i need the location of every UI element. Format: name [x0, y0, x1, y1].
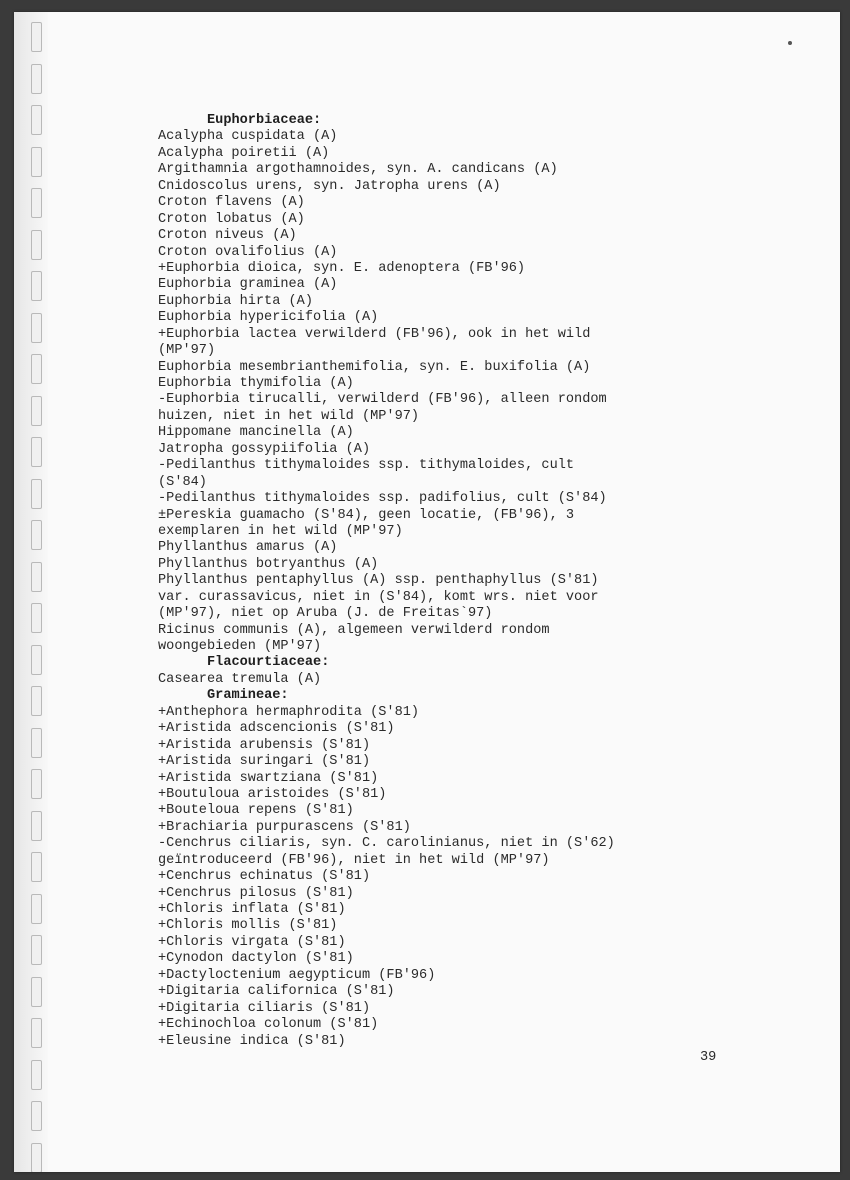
species-line: Acalypha cuspidata (A) — [158, 129, 338, 145]
binding-hole — [31, 977, 42, 1007]
binding-hole — [31, 686, 42, 716]
species-line: Euphorbia mesembrianthemifolia, syn. E. buxifolia (A) — [158, 359, 591, 375]
species-line: +Brachiaria purpurascens (S'81) — [158, 819, 411, 835]
binding-hole — [31, 811, 42, 841]
species-line: Acalypha poiretii (A) — [158, 145, 330, 161]
species-line: Phyllanthus pentaphyllus (A) ssp. penthaphyllus (S'81) — [158, 573, 599, 589]
page-number: 39 — [700, 1050, 717, 1065]
family-heading: Gramineae: — [207, 688, 289, 704]
species-line: -Euphorbia tirucalli, verwilderd (FB'96), alleen rondom — [158, 392, 607, 408]
species-line: Croton flavens (A) — [158, 195, 305, 211]
species-line: exemplaren in het wild (MP'97) — [158, 523, 403, 539]
species-line: +Aristida adscencionis (S'81) — [158, 721, 395, 737]
binding-hole — [31, 645, 42, 675]
binding-hole — [31, 479, 42, 509]
species-line: +Chloris virgata (S'81) — [158, 934, 346, 950]
species-line: Euphorbia graminea (A) — [158, 277, 338, 293]
species-line: +Chloris mollis (S'81) — [158, 918, 338, 934]
species-line: ±Pereskia guamacho (S'84), geen locatie, (FB'96), 3 — [158, 507, 575, 523]
species-line: +Anthephora hermaphrodita (S'81) — [158, 704, 420, 720]
species-line: +Cenchrus echinatus (S'81) — [158, 869, 371, 885]
species-line: +Dactyloctenium aegypticum (FB'96) — [158, 967, 436, 983]
document-page — [14, 12, 840, 1172]
ink-speck — [788, 41, 792, 45]
species-line: Phyllanthus amarus (A) — [158, 540, 338, 556]
species-line: +Cynodon dactylon (S'81) — [158, 951, 354, 967]
species-line: (MP'97) — [158, 343, 216, 359]
species-line: Argithamnia argothamnoides, syn. A. candicans (A) — [158, 162, 558, 178]
species-line: -Pedilanthus tithymaloides ssp. padifolius, cult (S'84) — [158, 491, 607, 507]
species-line: +Cenchrus pilosus (S'81) — [158, 885, 354, 901]
species-line: +Boutuloua aristoides (S'81) — [158, 786, 387, 802]
species-line: +Aristida suringari (S'81) — [158, 754, 371, 770]
species-line: Euphorbia hypericifolia (A) — [158, 310, 379, 326]
species-line: (MP'97), niet op Aruba (J. de Freitas`97) — [158, 606, 493, 622]
species-line: +Echinochloa colonum (S'81) — [158, 1017, 379, 1033]
species-line: Euphorbia hirta (A) — [158, 293, 313, 309]
binding-hole — [31, 22, 42, 52]
species-list — [158, 113, 758, 1050]
species-line: +Bouteloua repens (S'81) — [158, 803, 354, 819]
species-line: huizen, niet in het wild (MP'97) — [158, 408, 420, 424]
species-line: +Euphorbia lactea verwilderd (FB'96), ook in het wild — [158, 326, 591, 342]
species-line: geïntroduceerd (FB'96), niet in het wild (MP'97) — [158, 852, 550, 868]
binding-hole — [31, 1101, 42, 1131]
binding-hole — [31, 935, 42, 965]
species-line: +Eleusine indica (S'81) — [158, 1033, 346, 1049]
species-line: Euphorbia thymifolia (A) — [158, 376, 354, 391]
species-line: (S'84) — [158, 474, 207, 490]
binding-hole — [31, 437, 42, 467]
binding-hole — [31, 1143, 42, 1173]
species-line: woongebieden (MP'97) — [158, 639, 322, 654]
species-line: Cnidoscolus urens, syn. Jatropha urens (A) — [158, 178, 501, 194]
binding-hole — [31, 271, 42, 301]
species-line: +Digitaria californica (S'81) — [158, 984, 395, 1000]
species-line: +Digitaria ciliaris (S'81) — [158, 1000, 371, 1016]
binding-hole — [31, 603, 42, 633]
binding-hole — [31, 396, 42, 426]
binding-hole — [31, 769, 42, 799]
species-line: +Aristida arubensis (S'81) — [158, 737, 371, 753]
binding-hole — [31, 562, 42, 592]
species-line: Jatropha gossypiifolia (A) — [158, 441, 371, 457]
family-heading: Euphorbiaceae: — [207, 113, 322, 128]
binding-hole — [31, 1060, 42, 1090]
species-line: -Cenchrus ciliaris, syn. C. carolinianus, niet in (S'62) — [158, 836, 615, 852]
species-line: Croton lobatus (A) — [158, 211, 305, 227]
binding-hole — [31, 230, 42, 260]
binding-hole — [31, 354, 42, 384]
binding-hole — [31, 105, 42, 135]
species-line: +Aristida swartziana (S'81) — [158, 770, 379, 786]
binding-hole — [31, 147, 42, 177]
binding-hole — [31, 894, 42, 924]
species-line: Casearea tremula (A) — [158, 671, 322, 687]
species-line: var. curassavicus, niet in (S'84), komt wrs. niet voor — [158, 589, 599, 605]
species-line: -Pedilanthus tithymaloides ssp. tithymaloides, cult — [158, 458, 575, 474]
species-line: Ricinus communis (A), algemeen verwilderd rondom — [158, 622, 550, 638]
family-heading: Flacourtiaceae: — [207, 655, 330, 671]
binding-hole — [31, 313, 42, 343]
binding-hole — [31, 728, 42, 758]
binding-hole — [31, 852, 42, 882]
species-line: Hippomane mancinella (A) — [158, 425, 354, 441]
species-line: Phyllanthus botryanthus (A) — [158, 556, 379, 572]
binding-hole — [31, 1018, 42, 1048]
binding-hole — [31, 64, 42, 94]
binding-hole — [31, 520, 42, 550]
species-line: +Chloris inflata (S'81) — [158, 902, 346, 917]
species-line: Croton ovalifolius (A) — [158, 244, 338, 260]
species-line: +Euphorbia dioica, syn. E. adenoptera (FB'96) — [158, 260, 526, 276]
species-line: Croton niveus (A) — [158, 228, 297, 244]
binding-hole — [31, 188, 42, 218]
